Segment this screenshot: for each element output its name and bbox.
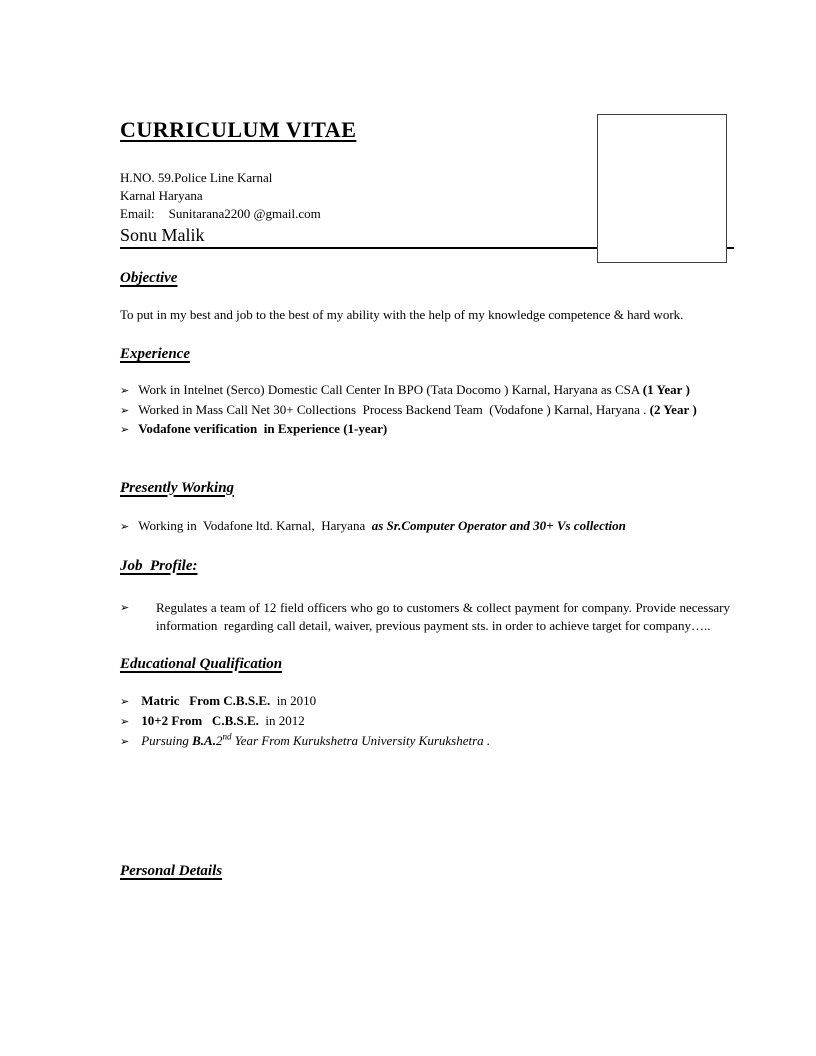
arrow-bullet-icon: ➢ [120,600,130,614]
presently-working-text: Working in Vodafone ltd. Karnal, Haryana [138,517,372,533]
arrow-bullet-icon: ➢ [120,714,130,728]
experience-item-duration: (2 Year ) [649,401,697,417]
email-value: Sunitarana2200 @gmail.com [168,206,321,221]
education-item [120,711,732,731]
job-profile-text: Regulates a team of 12 field officers who go to customers & collect payment for company. Provide necessary information regarding call detail, waiver, previous payment sts. in order to achieve target for company….. [156,599,730,633]
heading-educational-qualification: Educational Qualification [120,655,283,672]
address-line-1: H.NO. 59.Police Line Karnal [120,170,273,185]
address-line-2: Karnal Haryana [120,188,203,203]
education-item-year: in 2012 [258,712,305,728]
pursuing-post: Year From Kurukshetra University Kurukshetra . [231,732,491,748]
education-item-pursuing [120,731,732,751]
experience-item-text: Worked in Mass Call Net 30+ Collections Process Backend Team (Vodafone ) Karnal, Haryana . [138,401,650,417]
pursuing-degree: B.A. [192,732,216,748]
education-item-qualification: 10+2 From C.B.S.E. [141,712,259,728]
experience-item [120,401,732,421]
education-item-year: in 2010 [270,692,317,708]
arrow-bullet-icon: ➢ [120,403,130,417]
arrow-bullet-icon: ➢ [120,519,130,533]
pursuing-pre: Pursuing [141,732,193,748]
experience-item [120,420,732,440]
presently-working-role: as Sr.Computer Operator and 30+ Vs collection [371,517,626,533]
experience-item [120,381,732,401]
email-label: Email: [120,206,155,221]
education-list [120,691,732,751]
education-item-qualification: Matric From C.B.S.E. [141,692,271,708]
heading-objective: Objective [120,270,178,286]
heading-personal-details: Personal Details [120,862,223,879]
arrow-bullet-icon: ➢ [120,423,130,436]
arrow-bullet-icon: ➢ [120,734,130,748]
job-profile-item [120,599,732,636]
experience-list [120,381,732,440]
arrow-bullet-icon: ➢ [120,384,130,397]
objective-text: To put in my best and job to the best of my ability with the help of my knowledge competence & hard work. [120,307,684,322]
pursuing-ordinal-suffix: nd [222,731,232,742]
heading-experience: Experience [120,346,190,362]
arrow-bullet-icon: ➢ [120,694,130,708]
presently-working-item [120,516,732,536]
page-title: CURRICULUM VITAE [120,117,357,142]
photo-placeholder [597,114,727,263]
experience-item-duration: (1 Year ) [642,382,690,397]
education-item [120,691,732,711]
experience-item-text: Work in Intelnet (Serco) Domestic Call Center In BPO (Tata Docomo ) Karnal, Haryana as CSA [138,382,643,397]
person-name: Sonu Malik [120,225,205,245]
heading-presently-working: Presently Working [120,479,235,496]
pursuing-year-number: 2 [215,732,223,748]
heading-job-profile: Job Profile: [120,557,198,574]
experience-item-duration: Vodafone verification in Experience (1-year) [138,421,388,436]
